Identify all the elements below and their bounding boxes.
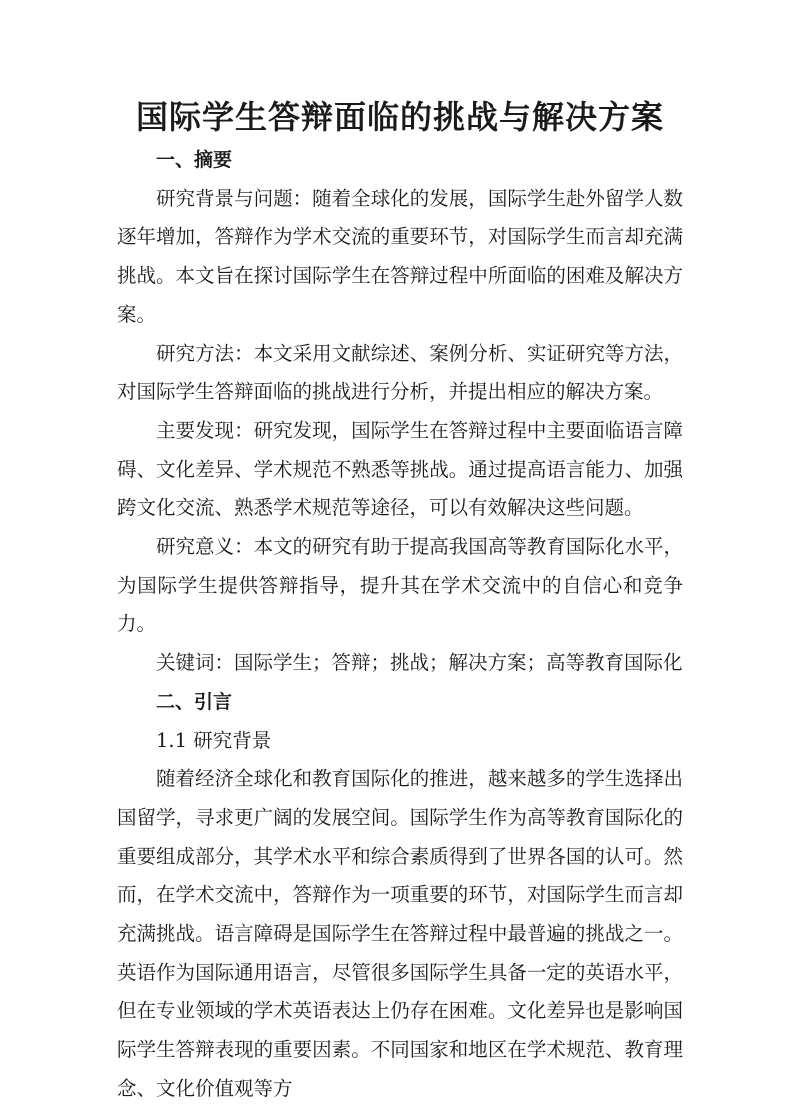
- subsection-heading-background: 1.1 研究背景: [156, 728, 272, 752]
- keywords-line: 关键词：国际学生；答辩；挑战；解决方案；高等教育国际化: [156, 651, 683, 675]
- introduction-paragraph: 随着经济全球化和教育国际化的推进，越来越多的学生选择出国留学，寻求更广阔的发展空间。国际学生作为高等教育国际化的重要组成部分，其学术水平和综合素质得到了世界各国的认可。然而，在学术交流中，答辩作为一项重要的环节，对国际学生而言却充满挑战。语言障碍是国际学生在答辩过程中最普遍的挑战之一。英语作为国际通用语言，尽管很多国际学生具备一定的英语水平，但在专业领域的学术英语表达上仍存在困难。文化差异也是影响国际学生答辩表现的重要因素。不同国家和地区在学术规范、教育理念、文化价值观等方: [117, 767, 683, 1100]
- abstract-background-paragraph: 研究背景与问题：随着全球化的发展，国际学生赴外留学人数逐年增加，答辩作为学术交流的重要环节，对国际学生而言却充满挑战。本文旨在探讨国际学生在答辩过程中所面临的困难及解决方案。: [117, 186, 683, 326]
- abstract-findings-paragraph: 主要发现：研究发现，国际学生在答辩过程中主要面临语言障碍、文化差异、学术规范不熟悉等挑战。通过提高语言能力、加强跨文化交流、熟悉学术规范等途径，可以有效解决这些问题。: [117, 418, 683, 520]
- document-body: [117, 141, 683, 1109]
- section-heading-introduction: 二、引言: [156, 690, 233, 713]
- abstract-significance-paragraph: 研究意义：本文的研究有助于提高我国高等教育国际化水平，为国际学生提供答辩指导，提升其在学术交流中的自信心和竞争力。: [117, 535, 683, 636]
- abstract-method-paragraph: 研究方法：本文采用文献综述、案例分析、实证研究等方法，对国际学生答辩面临的挑战进行分析，并提出相应的解决方案。: [117, 341, 683, 404]
- section-heading-abstract: 一、摘要: [156, 149, 233, 171]
- document-title: 国际学生答辩面临的挑战与解决方案: [135, 98, 664, 136]
